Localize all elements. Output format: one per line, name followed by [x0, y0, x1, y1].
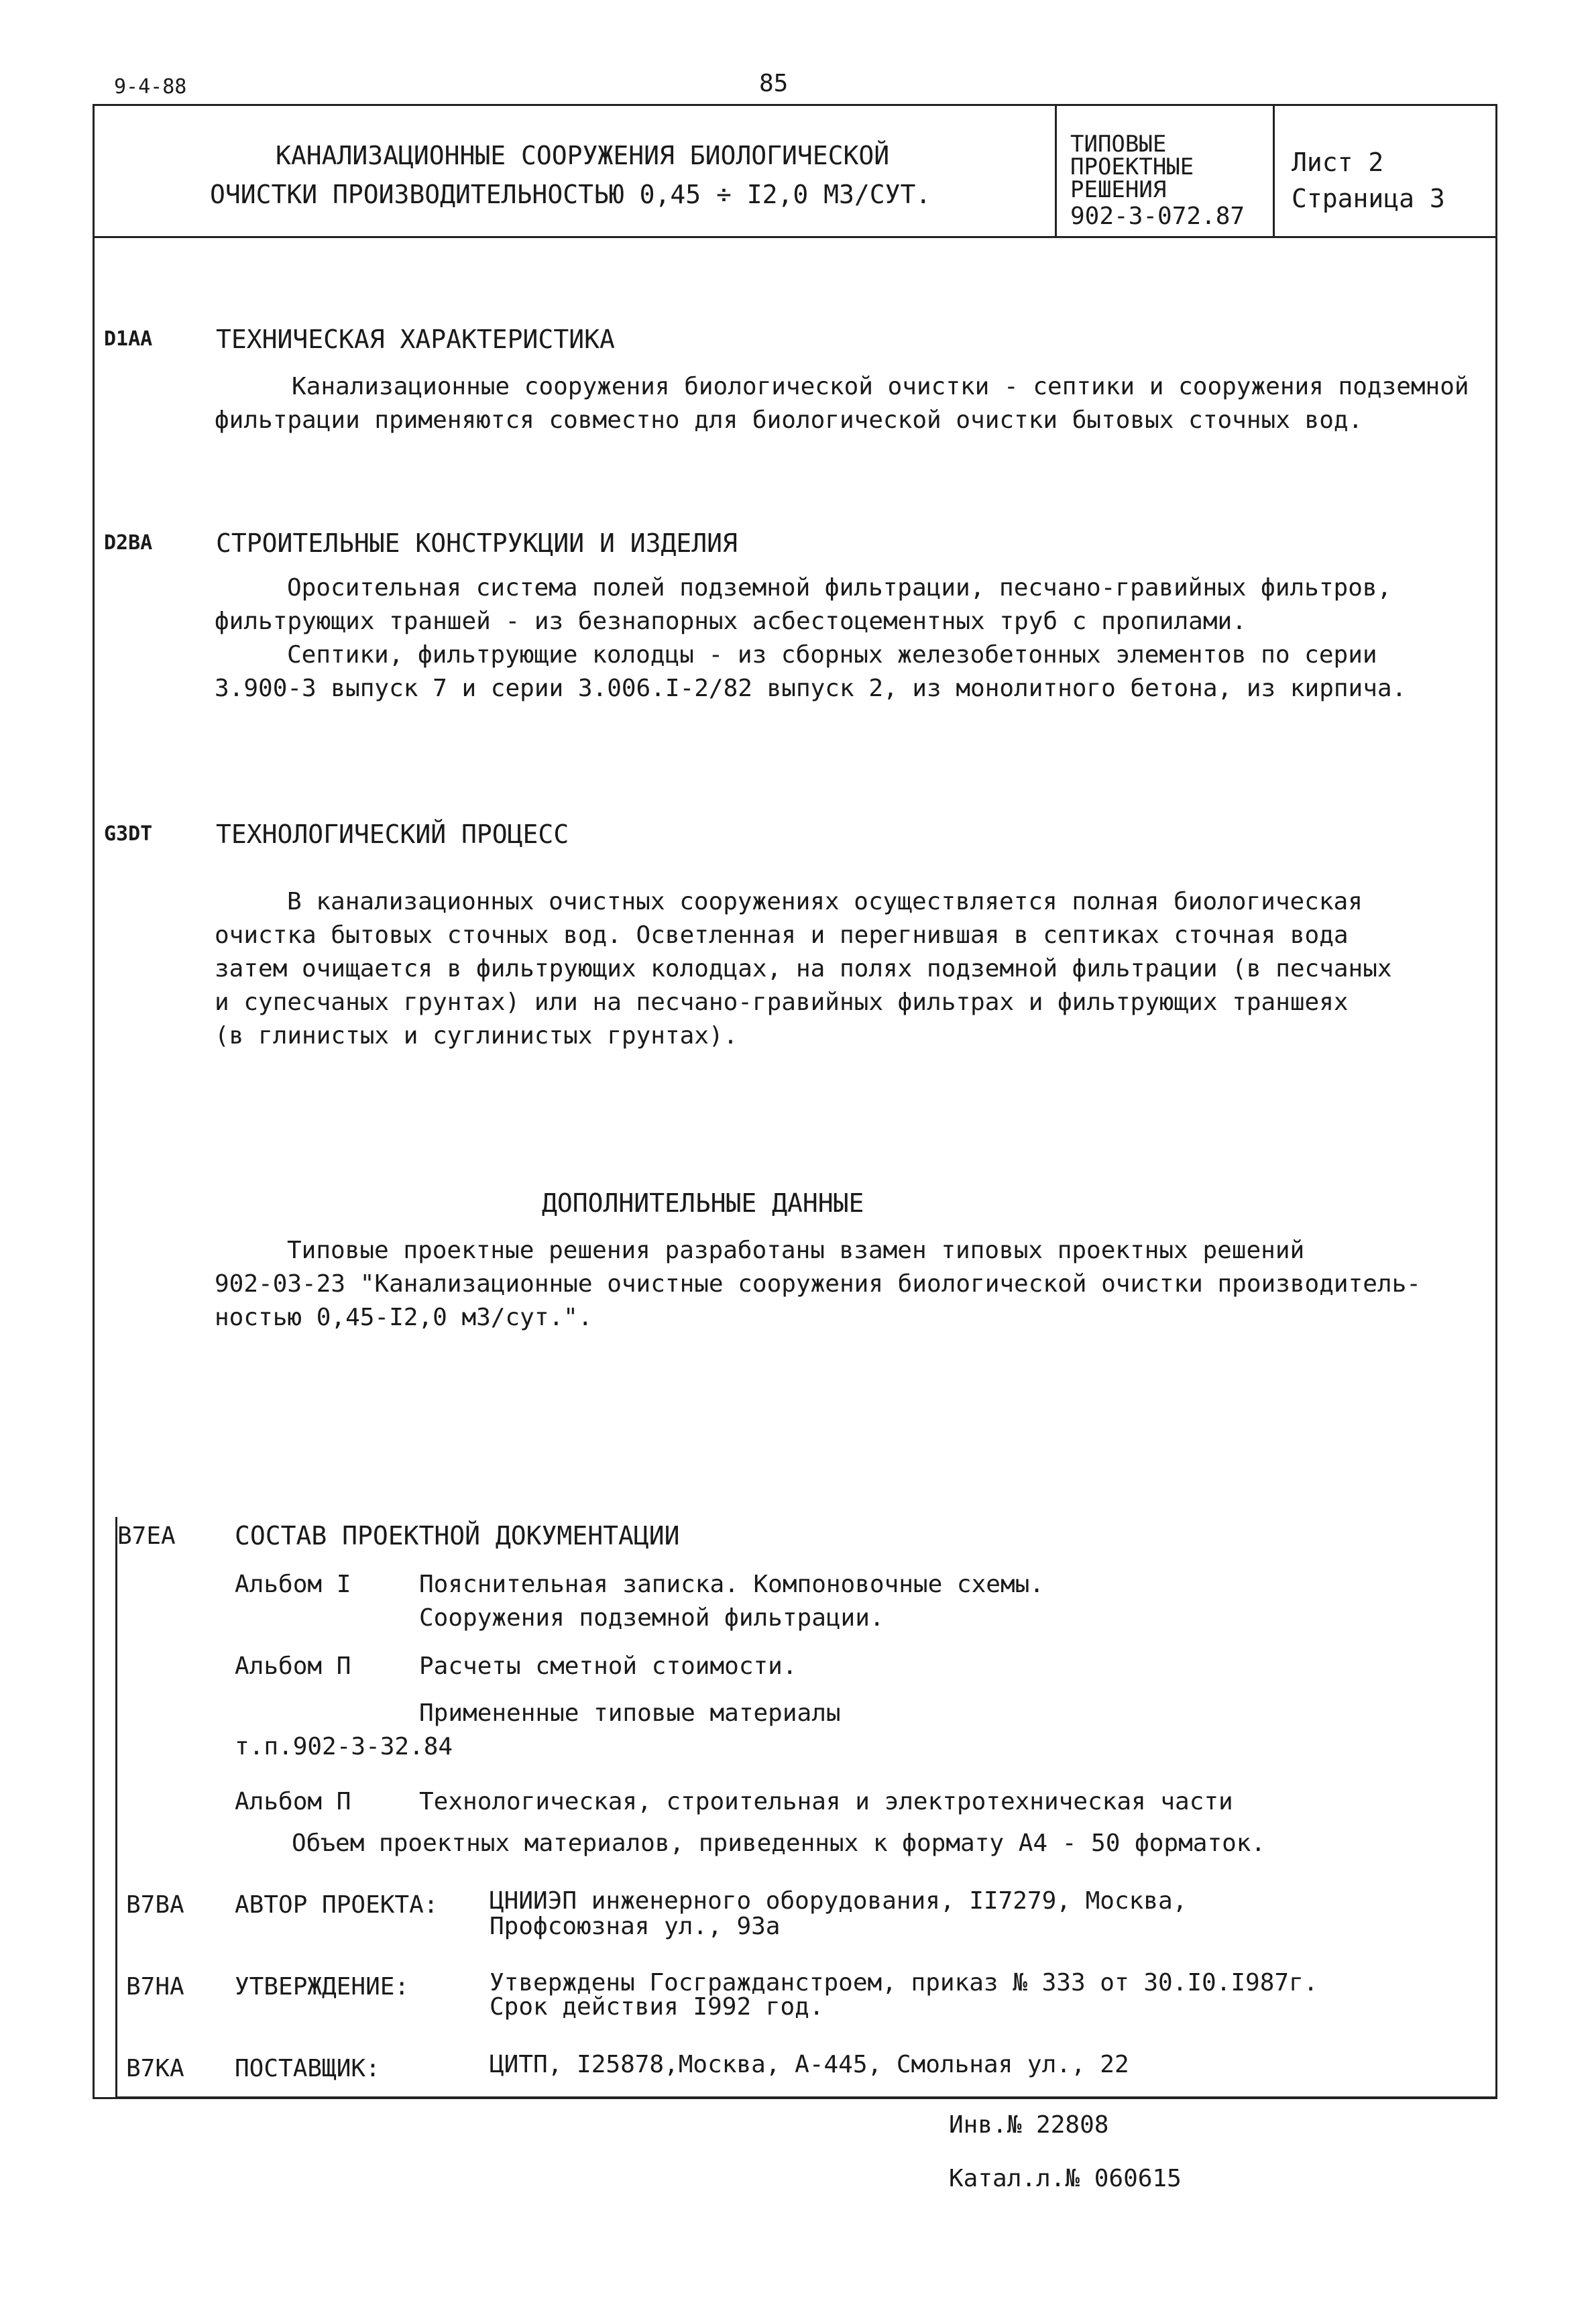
project-number: 902-3-072.87: [1070, 203, 1245, 230]
heading-docs: СОСТАВ ПРОЕКТНОЙ ДОКУМЕНТАЦИИ: [235, 1521, 680, 1551]
album-1-line-2: Сооружения подземной фильтрации.: [419, 1604, 885, 1632]
type-line-1: ТИПОВЫЕ: [1070, 131, 1167, 158]
section-code-supplier: B7KA: [126, 2055, 184, 2082]
section-code-approval: B7HA: [126, 1973, 184, 2001]
sheet-cell: [1275, 106, 1497, 236]
author-line-2: Профсоюзная ул., 93а: [490, 1913, 781, 1940]
tech-line-2: фильтрации применяются совместно для биологической очистки бытовых сточных вод.: [215, 406, 1363, 434]
process-line-4: и супесчаных грунтах) или на песчано-гравийных фильтрах и фильтрующих траншеях: [215, 989, 1349, 1016]
heading-tech: ТЕХНИЧЕСКАЯ ХАРАКТЕРИСТИКА: [216, 325, 615, 354]
document-code: 9-4-88: [114, 75, 187, 99]
construct-line-2: фильтрующих траншей - из безнапорных асбестоцементных труб с пропилами.: [215, 608, 1247, 635]
volume-line: Объем проектных материалов, приведенных к формату А4 - 50 форматок.: [292, 1830, 1266, 1857]
section-code-construct: D2BA: [104, 531, 153, 555]
section-code-docs: B7EA: [117, 1522, 176, 1550]
applied-materials: Примененные типовые материалы: [419, 1699, 841, 1727]
type-line-2: ПРОЕКТНЫЕ: [1070, 154, 1194, 180]
section-code-tech: D1AA: [104, 327, 153, 351]
process-line-3: затем очищается в фильтрующих колодцах, на полях подземной фильтрации (в песчаных: [215, 955, 1392, 982]
type-line-3: РЕШЕНИЯ: [1070, 176, 1167, 203]
frame-inner-line: [115, 1517, 117, 2099]
frame-bottom-line: [115, 2096, 1497, 2098]
title-cell: [95, 106, 1057, 236]
heading-construct: СТРОИТЕЛЬНЫЕ КОНСТРУКЦИИ И ИЗДЕЛИЯ: [216, 528, 738, 558]
process-line-5: (в глинистых и суглинистых грунтах).: [215, 1022, 738, 1050]
construct-line-4: 3.900-3 выпуск 7 и серии 3.006.I-2/82 выпуск 2, из монолитного бетона, из кирпича.: [215, 675, 1407, 702]
tech-line-1: Канализационные сооружения биологической очистки - септики и сооружения подземной: [292, 373, 1469, 400]
approval-line-1: Утверждены Госгражданстроем, приказ № 333 от 30.I0.I987г.: [490, 1969, 1318, 1997]
approval-label: УТВЕРЖДЕНИЕ:: [235, 1973, 410, 2001]
catalog-number: Катал.л.№ 060615: [949, 2165, 1182, 2192]
project-type-cell: [1057, 106, 1275, 236]
approval-line-2: Срок действия I992 год.: [490, 1993, 824, 2021]
title-line-1: КАНАЛИЗАЦИОННЫЕ СООРУЖЕНИЯ БИОЛОГИЧЕСКОЙ: [276, 141, 890, 170]
album-3-label: Альбом П: [235, 1788, 351, 1815]
page-label: Страница 3: [1292, 184, 1445, 213]
album-3-line-1: Технологическая, строительная и электротехническая части: [419, 1788, 1233, 1815]
construct-line-1: Оросительная система полей подземной фильтрации, песчано-гравийных фильтров,: [287, 574, 1392, 602]
album-1-line-1: Пояснительная записка. Компоновочные схемы.: [419, 1571, 1044, 1598]
additional-line-1: Типовые проектные решения разработаны взамен типовых проектных решений: [287, 1237, 1305, 1264]
section-code-author: B7BA: [126, 1891, 184, 1919]
heading-additional: ДОПОЛНИТЕЛЬНЫЕ ДАННЫЕ: [542, 1188, 864, 1218]
page-frame: [93, 238, 1497, 2099]
album-2-line-1: Расчеты сметной стоимости.: [419, 1652, 797, 1680]
title-block: [93, 104, 1497, 238]
additional-line-2: 902-03-23 "Канализационные очистные сооружения биологической очистки производитель-: [215, 1270, 1421, 1298]
process-line-1: В канализационных очистных сооружениях осуществляется полная биологическая: [287, 888, 1363, 915]
author-line-1: ЦНИИЭП инженерного оборудования, II7279, Москва,: [490, 1887, 1188, 1915]
heading-process: ТЕХНОЛОГИЧЕСКИЙ ПРОЦЕСС: [216, 820, 569, 849]
construct-line-3: Септики, фильтрующие колодцы - из сборных железобетонных элементов по серии: [287, 641, 1377, 669]
album-2-label: Альбом П: [235, 1652, 351, 1680]
supplier-line-1: ЦИТП, I25878,Москва, А-445, Смольная ул., 22: [490, 2051, 1129, 2078]
album-1-label: Альбом I: [235, 1571, 351, 1598]
author-label: АВТОР ПРОЕКТА:: [235, 1891, 439, 1919]
section-code-process: G3DT: [104, 822, 153, 846]
title-line-2: ОЧИСТКИ ПРОИЗВОДИТЕЛЬНОСТЬЮ 0,45 ÷ I2,0 М3/СУТ.: [210, 180, 931, 209]
page-number: 85: [759, 70, 789, 97]
applied-materials-ref: т.п.902-3-32.84: [235, 1733, 453, 1760]
process-line-2: очистка бытовых сточных вод. Осветленная и перегнившая в септиках сточная вода: [215, 921, 1349, 949]
additional-line-3: ностью 0,45-I2,0 м3/сут.".: [215, 1304, 593, 1331]
sheet-number: Лист 2: [1292, 148, 1384, 177]
inventory-number: Инв.№ 22808: [949, 2111, 1109, 2139]
supplier-label: ПОСТАВЩИК:: [235, 2055, 380, 2082]
